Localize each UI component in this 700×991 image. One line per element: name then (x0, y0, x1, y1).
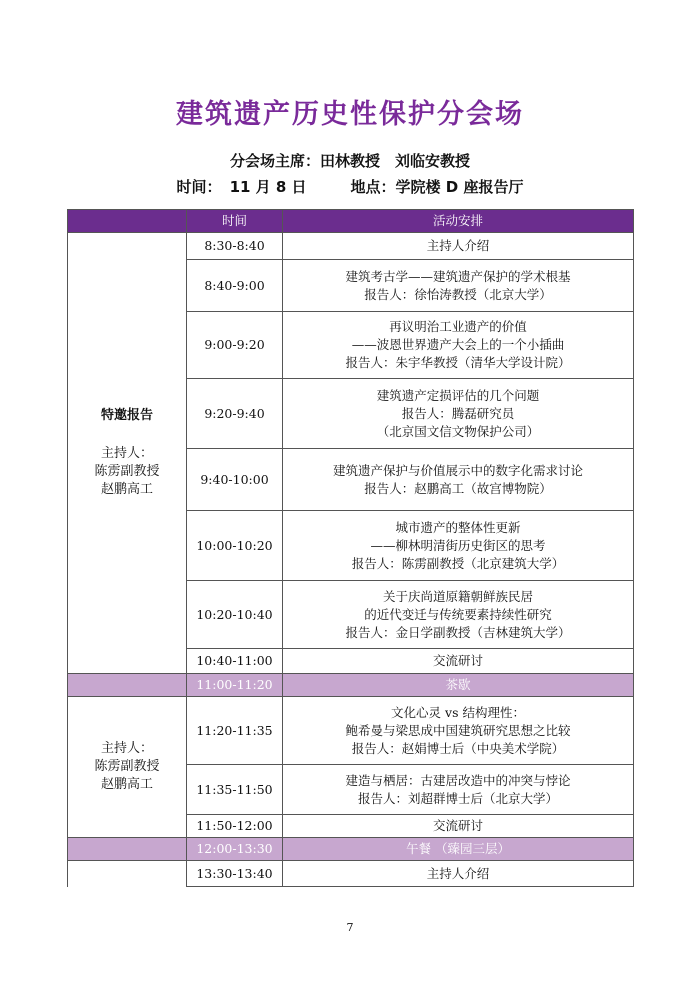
row-activity: 建造与栖居：古建居改造中的冲突与悖论 报告人：刘超群博士后（北京大学） (283, 765, 634, 815)
row-activity: 文化心灵 vs 结构理性： 鲍希曼与梁思成中国建筑研究思想之比较 报告人：赵娟博士后（中央美术学院） (283, 697, 634, 765)
section1-host-cell (68, 233, 187, 674)
row-activity: 交流研讨 (283, 649, 634, 674)
section2-host-label: 主持人： (100, 741, 153, 756)
row-time: 8:30-8:40 (187, 233, 283, 260)
row-time: 13:30-13:40 (187, 861, 283, 887)
break-label: 茶歇 (283, 674, 634, 697)
row-activity: 建筑考古学——建筑遗产保护的学术根基 报告人：徐怡涛教授（北京大学） (283, 260, 634, 312)
row-activity: 建筑遗产保护与价值展示中的数字化需求讨论 报告人：赵鹏高工（故宫博物院） (283, 449, 634, 511)
row-time: 8:40-9:00 (187, 260, 283, 312)
section1-name: 特邀报告 (100, 408, 153, 423)
row-time: 9:00-9:20 (187, 312, 283, 379)
break-label: 午餐 （臻园三层） (283, 838, 634, 861)
section2-host-cell (68, 697, 187, 838)
section1-host-1: 陈雳副教授 (94, 464, 160, 479)
section1-host-2: 赵鹏高工 (100, 482, 153, 497)
header-activity: 活动安排 (283, 210, 634, 233)
page-title: 建筑遗产历史性保护分会场 (176, 99, 524, 130)
row-activity: 建筑遗产定损评估的几个问题 报告人：腾磊研究员 （北京国文信文物保护公司） (283, 379, 634, 449)
row-activity: 再议明治工业遗产的价值 ——波恩世界遗产大会上的一个小插曲 报告人：朱宇华教授（清华大学设计院） (283, 312, 634, 379)
header-blank (68, 210, 187, 233)
tea-break-row (68, 674, 634, 697)
row-time: 11:35-11:50 (187, 765, 283, 815)
row-activity: 关于庆尚道原籍朝鲜族民居 的近代变迁与传统要素持续性研究 报告人：金日学副教授（吉林建筑大学） (283, 581, 634, 649)
row-time: 10:40-11:00 (187, 649, 283, 674)
break-time: 12:00-13:30 (187, 838, 283, 861)
time-label: 时间： (176, 178, 222, 196)
table-header-row (68, 210, 634, 233)
table-row (68, 233, 634, 260)
page-number: 7 (346, 921, 354, 934)
section1-host-label: 主持人： (100, 446, 153, 461)
row-activity: 主持人介绍 (283, 861, 634, 887)
row-time: 10:00-10:20 (187, 511, 283, 581)
lunch-break-row (68, 838, 634, 861)
row-time: 9:40-10:00 (187, 449, 283, 511)
section2-host-2: 赵鹏高工 (100, 777, 153, 792)
row-time: 11:20-11:35 (187, 697, 283, 765)
row-activity: 交流研讨 (283, 815, 634, 838)
section3-host-cell (68, 861, 187, 887)
table-row (68, 861, 634, 887)
session-chairs: 分会场主席：田林教授 刘临安教授 (229, 152, 470, 170)
time-venue-line (0, 176, 700, 197)
break-time: 11:00-11:20 (187, 674, 283, 697)
table-row (68, 697, 634, 765)
session-date: 11 月 8 日 (229, 178, 307, 196)
session-venue: 地点：学院楼 D 座报告厅 (350, 178, 524, 196)
schedule-table (67, 209, 634, 887)
row-time: 10:20-10:40 (187, 581, 283, 649)
row-activity: 城市遗产的整体性更新 ——柳林明清街历史街区的思考 报告人：陈雳副教授（北京建筑大学） (283, 511, 634, 581)
row-activity: 主持人介绍 (283, 233, 634, 260)
row-time: 11:50-12:00 (187, 815, 283, 838)
section2-host-1: 陈雳副教授 (94, 759, 160, 774)
row-time: 9:20-9:40 (187, 379, 283, 449)
header-time: 时间 (187, 210, 283, 233)
